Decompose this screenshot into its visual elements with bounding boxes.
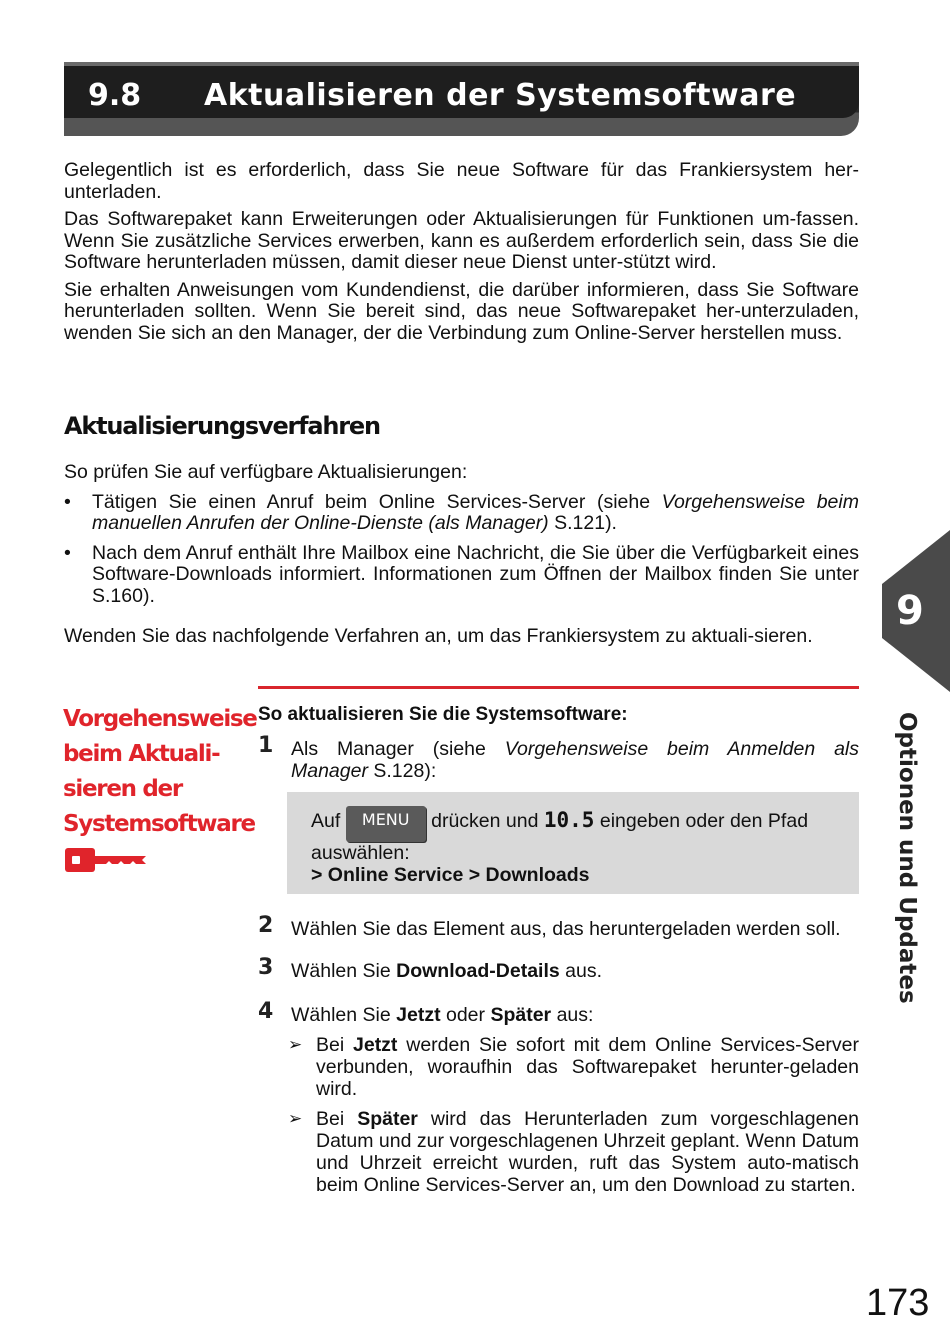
- sub-bullet-text: werden Sie sofort mit dem Online Services-Server verbunden, woraufhin das Softwarepaket herunter-geladen wird.: [316, 1034, 859, 1100]
- step-text: oder: [440, 1004, 491, 1026]
- cross-reference-link[interactable]: Vorgehensweise beim manuellen Anrufen der Online-Dienste (als Manager): [92, 490, 859, 534]
- option-label: Download-Details: [396, 960, 560, 982]
- sub-bullet-now: [258, 1034, 859, 1100]
- step-number: 1: [258, 733, 274, 758]
- section-header-inner: [64, 62, 859, 118]
- box-text: eingeben oder den Pfad auswählen:: [311, 810, 809, 864]
- option-label: Jetzt: [353, 1034, 398, 1056]
- bullet-item: [64, 543, 859, 608]
- intro-paragraph: Das Softwarepaket kann Erweiterungen oder Aktualisierungen für Funktionen um-fassen. Wenn Sie zusätzliche Services erwerben, kann es außerdem erforderlich sein, dass Sie die Software herunterladen müssen, damit dieser neue Dienst unter-stützt wird.: [64, 208, 859, 273]
- procedure-divider: [258, 686, 859, 689]
- sub-bullet-text: wird das Herunterladen zum vorgeschlagenen Datum und zur vorgeschlagenen Uhrzeit geplant. Wenn Datum und Uhrzeit erreicht wurden, ruft das System auto-matisch beim Online Services-Server an, um den Download zu starten.: [316, 1108, 859, 1196]
- bullet-text: Nach dem Anruf enthält Ihre Mailbox eine Nachricht, die Sie über die Verfügbarkeit eines Software-Downloads informiert. Informationen zum Öffnen der Mailbox finden Sie unter S.160).: [92, 541, 859, 607]
- side-heading-line: beim Aktuali-: [63, 741, 220, 767]
- box-text: Auf: [311, 810, 346, 832]
- side-heading-line: Systemsoftware: [63, 811, 255, 837]
- section-title: Aktualisieren der Systemsoftware: [204, 78, 797, 113]
- apply-paragraph: Wenden Sie das nachfolgende Verfahren an, um das Frankiersystem zu aktuali-sieren.: [64, 625, 813, 647]
- procedure: [258, 704, 859, 1196]
- option-label: Jetzt: [396, 1004, 441, 1026]
- sub-bullet-later: [258, 1108, 859, 1196]
- arrow-bullet-icon: ➢: [288, 1035, 303, 1054]
- side-heading-line: Vorgehensweise: [63, 706, 257, 732]
- section-number: 9.8: [88, 78, 142, 113]
- bullet-text: S.121).: [548, 512, 617, 534]
- menu-code: 10.5: [543, 808, 595, 832]
- step-3: [258, 955, 859, 982]
- chapter-tab-number: 9: [896, 588, 924, 634]
- sub-bullet-text: Bei: [316, 1108, 358, 1130]
- step-text: Als Manager (siehe: [291, 738, 505, 760]
- step-1: [258, 733, 859, 782]
- intro-paragraph: Sie erhalten Anweisungen vom Kundendienst, die darüber informieren, dass Sie Software herunterladen sollten. Wenn Sie bereit sind, das neue Softwarepaket her-unterzuladen, wenden Sie sich an den Manager, der die Verbindung zum Online-Server herstellen muss.: [64, 278, 859, 344]
- intro-text: [64, 160, 859, 350]
- bullet-text: Tätigen Sie einen Anruf beim Online Services-Server (siehe: [92, 490, 662, 513]
- menu-path: > Online Service > Downloads: [311, 864, 590, 886]
- step-2: [258, 913, 859, 940]
- cross-reference-link[interactable]: Vorgehensweise beim Anmelden als Manager: [291, 738, 859, 782]
- chapter-tab-label: Optionen und Updates: [894, 712, 920, 1004]
- page-number: 173: [866, 1282, 930, 1324]
- arrow-bullet-icon: ➢: [288, 1109, 303, 1128]
- bullet-item: [64, 492, 859, 535]
- intro-paragraph: Gelegentlich ist es erforderlich, dass Sie neue Software für das Frankiersystem her-unterladen.: [64, 159, 859, 203]
- step-text: aus:: [551, 1004, 594, 1026]
- step-number: 2: [258, 913, 274, 938]
- sub-bullet-text: Bei: [316, 1034, 353, 1056]
- key-icon: [64, 846, 148, 874]
- box-text: drücken und: [425, 810, 544, 832]
- step-text: Wählen Sie das Element aus, das heruntergeladen werden soll.: [291, 918, 841, 940]
- instruction-box: [287, 792, 859, 894]
- check-lead: So prüfen Sie auf verfügbare Aktualisierungen:: [64, 461, 468, 483]
- side-heading-line: sieren der: [63, 776, 182, 802]
- option-label: Später: [490, 1004, 552, 1026]
- option-label: Später: [357, 1108, 418, 1130]
- step-number: 3: [258, 955, 274, 980]
- step-number: 4: [258, 999, 274, 1024]
- check-updates-block: [64, 462, 859, 607]
- section-header-bar: [64, 62, 859, 136]
- step-text: Wählen Sie: [291, 1004, 397, 1026]
- step-text: S.128):: [367, 760, 437, 782]
- step-4: [258, 999, 859, 1026]
- subsection-heading: Aktualisierungsverfahren: [64, 412, 380, 440]
- step-text: Wählen Sie: [291, 960, 397, 982]
- step-text: aus.: [559, 960, 603, 982]
- menu-key-button[interactable]: MENU: [346, 806, 426, 842]
- procedure-title: So aktualisieren Sie die Systemsoftware:: [258, 704, 628, 725]
- procedure-side-heading: [63, 702, 257, 842]
